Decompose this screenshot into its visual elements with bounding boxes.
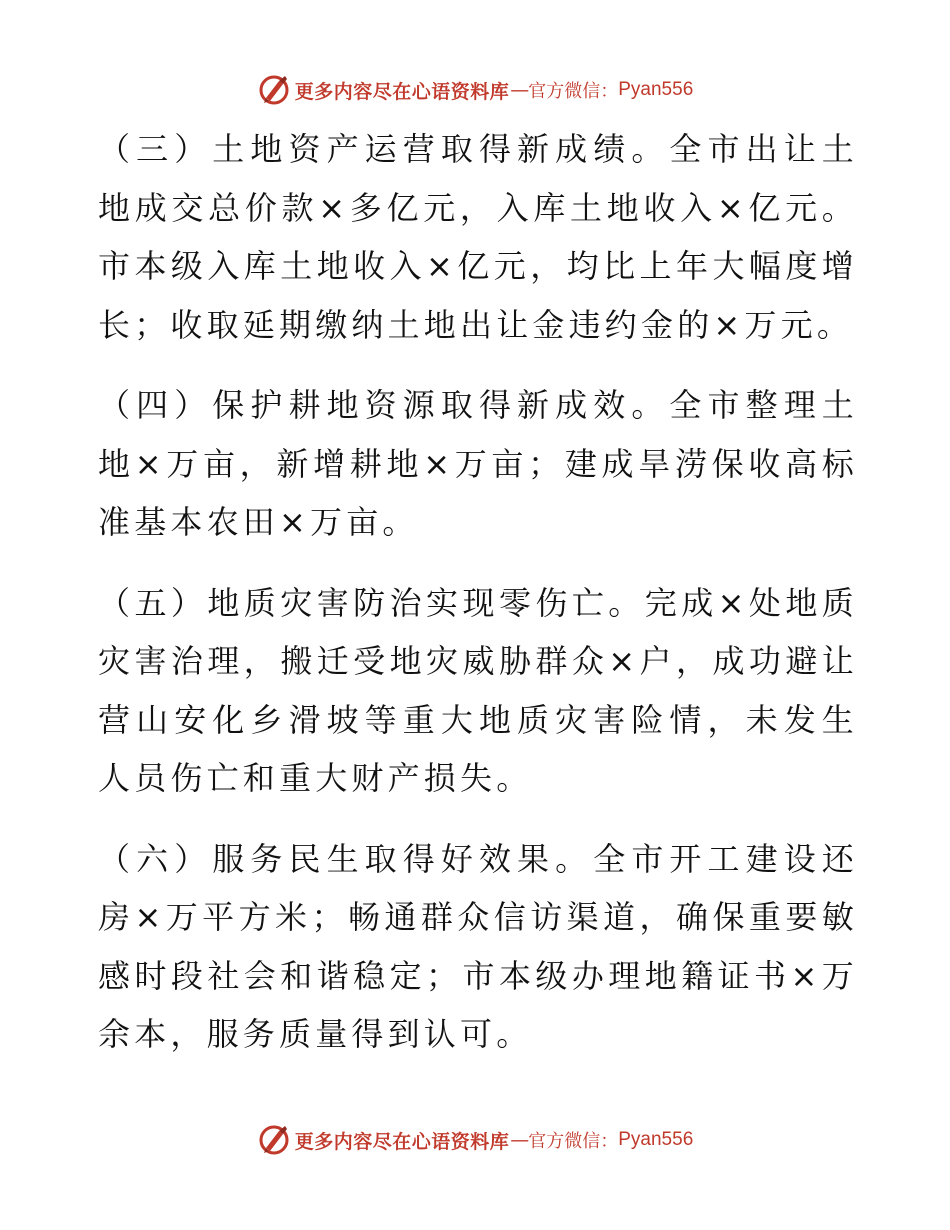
banner-official-label: 官方微信： (528, 81, 619, 102)
paragraph-land-assets: （三）土地资产运营取得新成绩。全市出让土地成交总价款×多亿元，入库土地收入×亿元。市本级入库土地收入×亿元，均比上年大幅度增长；收取延期缴纳土地出让金违约金的×万元。 (98, 130, 858, 344)
pen-logo-icon (257, 1123, 291, 1157)
banner-wechat-id: Pyan556 (618, 1129, 694, 1150)
banner-site-text: 更多内容尽在心语资料库 (294, 1130, 510, 1153)
banner-wechat-id: Pyan556 (618, 79, 694, 100)
paragraph-livelihood: （六）服务民生取得好效果。全市开工建设还房×万平方米；畅通群众信访渠道，确保重要敏感时段社会和谐稳定；市本级办理地籍证书×万余本，服务质量得到认可。 (98, 839, 858, 1053)
footer-banner (0, 1120, 950, 1160)
pen-logo-icon (257, 73, 291, 107)
paragraph-farmland: （四）保护耕地资源取得新成效。全市整理土地×万亩，新增耕地×万亩；建成旱涝保收高标准基本农田×万亩。 (98, 386, 858, 541)
paragraph-geo-disaster: （五）地质灾害防治实现零伤亡。完成×处地质灾害治理，搬迁受地灾威胁群众×户，成功避让营山安化乡滑坡等重大地质灾害险情，未发生人员伤亡和重大财产损失。 (98, 583, 858, 797)
header-banner (0, 70, 950, 110)
banner-site-text: 更多内容尽在心语资料库 (294, 80, 510, 103)
banner-dash: — (510, 1129, 528, 1151)
banner-dash: — (510, 79, 528, 101)
banner-official-label: 官方微信： (528, 1131, 619, 1152)
document-body (98, 120, 858, 1086)
